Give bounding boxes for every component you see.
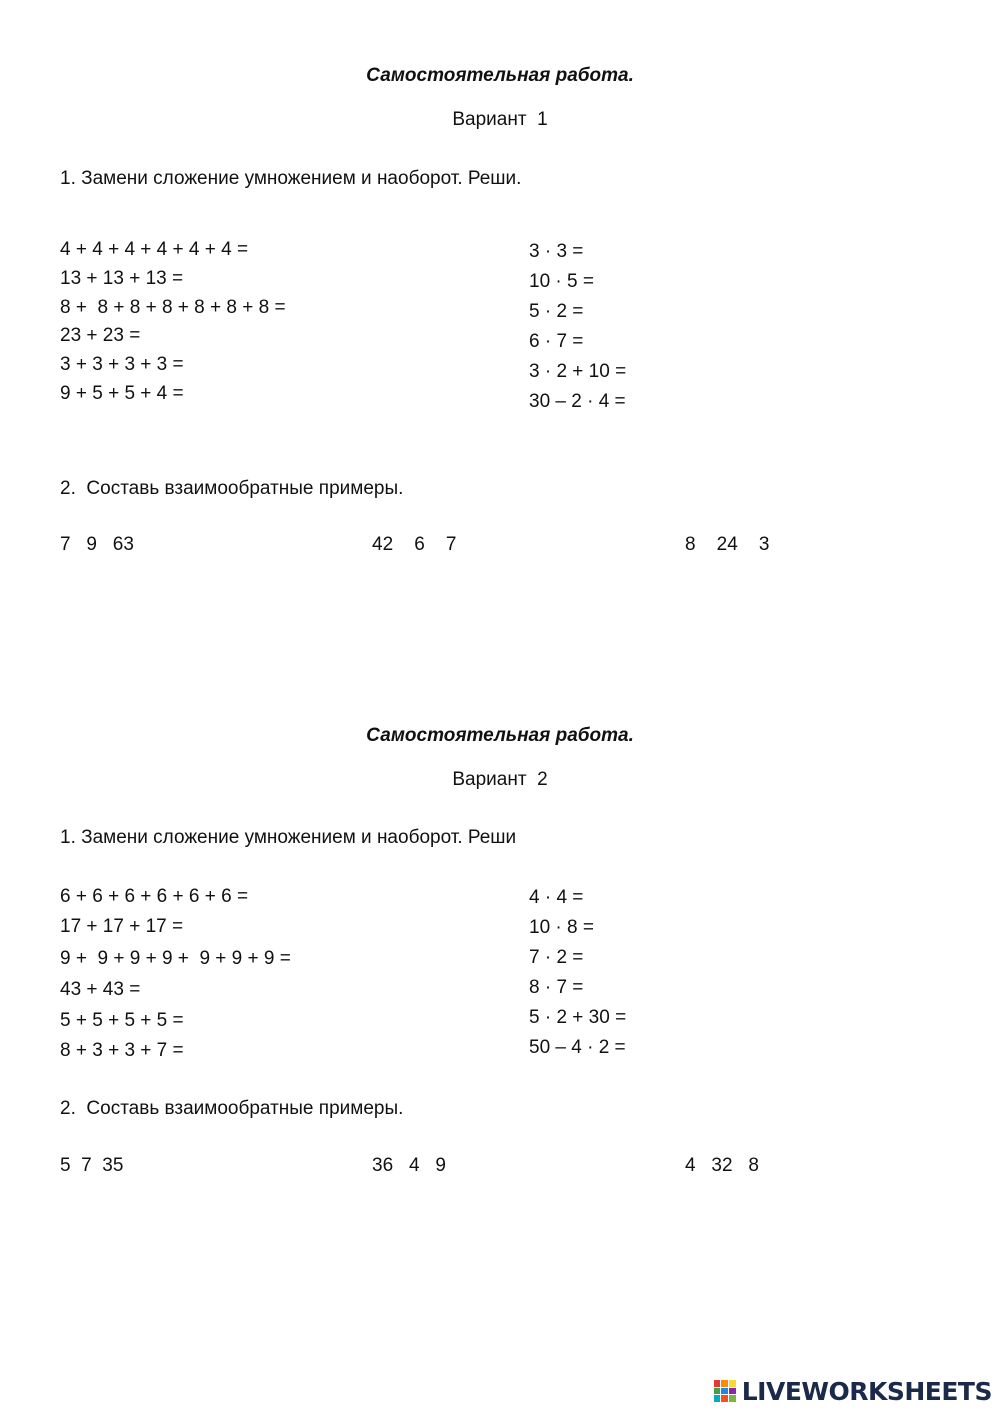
logo-square	[721, 1380, 728, 1387]
example-line: 6 + 6 + 6 + 6 + 6 + 6 =	[60, 886, 249, 907]
example-line: 6 · 7 =	[529, 331, 584, 352]
example-line: 23 + 23 =	[60, 325, 141, 346]
logo-square	[714, 1395, 721, 1402]
example-line: 8 + 3 + 3 + 7 =	[60, 1040, 184, 1061]
example-line: 50 – 4 · 2 =	[529, 1037, 626, 1058]
example-line: 3 · 2 + 10 =	[529, 361, 627, 382]
variant2-triple-3: 4 32 8	[685, 1155, 759, 1176]
variant2-triple-1: 5 7 35	[60, 1155, 124, 1176]
variant2-task1-heading: 1. Замени сложение умножением и наоборот. Реши	[60, 827, 517, 848]
example-line: 5 · 2 + 30 =	[529, 1007, 627, 1028]
variant1-triple-1: 7 9 63	[60, 534, 134, 555]
logo-square	[714, 1388, 721, 1395]
variant1-task2-heading: 2. Составь взаимообратные примеры.	[60, 478, 404, 499]
logo-square	[729, 1388, 736, 1395]
logo-square	[729, 1380, 736, 1387]
example-line: 4 + 4 + 4 + 4 + 4 + 4 =	[60, 239, 249, 260]
example-line: 5 · 2 =	[529, 301, 584, 322]
logo-square	[729, 1395, 736, 1402]
variant2-title: Самостоятельная работа.	[366, 725, 634, 746]
example-line: 9 + 5 + 5 + 4 =	[60, 383, 184, 404]
variant2-task2-heading: 2. Составь взаимообратные примеры.	[60, 1098, 404, 1119]
variant2-label: Вариант 2	[452, 769, 548, 790]
logo-text: LIVEWORKSHEETS	[741, 1376, 992, 1406]
example-line: 5 + 5 + 5 + 5 =	[60, 1010, 184, 1031]
variant1-task1-heading: 1. Замени сложение умножением и наоборот. Реши.	[60, 168, 522, 189]
example-line: 10 · 5 =	[529, 271, 594, 292]
example-line: 10 · 8 =	[529, 917, 594, 938]
example-line: 3 + 3 + 3 + 3 =	[60, 354, 184, 375]
example-line: 7 · 2 =	[529, 947, 584, 968]
example-line: 8 · 7 =	[529, 977, 584, 998]
example-line: 4 · 4 =	[529, 887, 584, 908]
variant1-triple-2: 42 6 7	[372, 534, 457, 555]
example-line: 3 · 3 =	[529, 241, 584, 262]
variant1-triple-3: 8 24 3	[685, 534, 770, 555]
example-line: 9 + 9 + 9 + 9 + 9 + 9 + 9 =	[60, 948, 291, 969]
liveworksheets-logo	[714, 1377, 992, 1405]
example-line: 8 + 8 + 8 + 8 + 8 + 8 + 8 =	[60, 297, 286, 318]
variant1-title: Самостоятельная работа.	[366, 65, 634, 86]
example-line: 17 + 17 + 17 =	[60, 916, 184, 937]
logo-grid-icon	[714, 1380, 736, 1402]
example-line: 30 – 2 · 4 =	[529, 391, 626, 412]
example-line: 43 + 43 =	[60, 979, 141, 1000]
logo-square	[721, 1388, 728, 1395]
logo-square	[714, 1380, 721, 1387]
example-line: 13 + 13 + 13 =	[60, 268, 184, 289]
variant1-label: Вариант 1	[452, 109, 548, 130]
logo-square	[721, 1395, 728, 1402]
variant2-triple-2: 36 4 9	[372, 1155, 446, 1176]
